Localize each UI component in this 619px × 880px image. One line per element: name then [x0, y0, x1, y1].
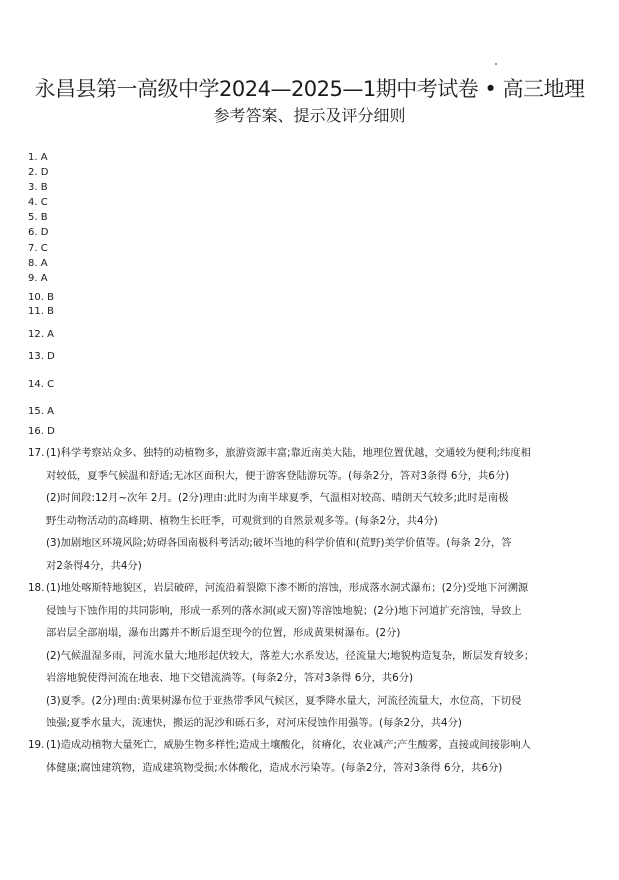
q17-part3-cont: 对2条得4分，共4分)	[46, 560, 142, 572]
q18-part1: 18. (1)地处喀斯特地貌区，岩层破碎，河流沿着裂隙下渗不断的溶蚀，形成落水洞式瀑布；(2分)受地下河溯源	[28, 577, 600, 600]
answer-item: 6. D	[28, 227, 49, 238]
q18-number: 18.	[28, 582, 45, 594]
q18-part2-cont: 岩溶地貌使得河流在地表、地下交错流淌等。(每条2分，答对3条得 6分，共6分)	[46, 672, 414, 684]
answer-item: 5. B	[28, 212, 48, 223]
answer-item: 11. B	[28, 306, 54, 317]
q17-part2: (2)时间段:12月~次年 2月。(2分)理由:此时为南半球夏季，气温相对较高、晴朗天气较多;此时是南极	[46, 492, 509, 504]
q17-number: 17.	[28, 447, 45, 459]
q18-part3-cont: 蚀强;夏季水量大，流速快，搬运的泥沙和砾石多，对河床侵蚀作用强等。(每条2分，共4分)	[46, 717, 462, 729]
q19-part1: 19. (1)造成动植物大量死亡，威胁生物多样性;造成土壤酸化，贫瘠化，农业减产;产生酸雾，直接或间接影响人	[28, 734, 600, 757]
q19-number: 19.	[28, 739, 45, 751]
answer-item: 14. C	[28, 379, 55, 390]
answer-item: 15. A	[28, 406, 54, 417]
q19-part1-cont: 体健康;腐蚀建筑物，造成建筑物受损;水体酸化，造成水污染等。(每条2分，答对3条得 6分，共6分)	[46, 762, 503, 774]
page-subtitle: 参考答案、提示及评分细则	[213, 106, 406, 125]
answer-item: 16. D	[28, 426, 55, 437]
page-title: 永昌县第一高级中学2024—2025—1期中考试卷 • 高三地理	[34, 77, 585, 101]
q17-part1-cont: 对较低，夏季气候温和舒适;无冰区面积大，便于游客登陆游玩等。(每条2分，答对3条得 6分，共6分)	[46, 470, 510, 482]
answer-item: 4. C	[28, 197, 48, 208]
q18-part1-cont: 侵蚀与下蚀作用的共同影响，形成一系列的落水洞(或天窗)等溶蚀地貌；(2分)地下河道扩充溶蚀，导致上	[46, 605, 522, 617]
q17-part1: 17. (1)科学考察站众多、独特的动植物多，旅游资源丰富;靠近南美大陆，地理位置优越，交通较为便利;纬度相	[28, 442, 600, 465]
q18-part3: (3)夏季。(2分)理由:黄果树瀑布位于亚热带季风气候区，夏季降水量大，河流径流量大，水位高，下切侵	[46, 695, 522, 707]
q18-part2: (2)气候温湿多雨，河流水量大;地形起伏较大，落差大;水系发达，径流量大;地貌构造复杂，断层发育较多；	[46, 650, 535, 662]
answer-item: 10. B	[28, 292, 54, 303]
answer-item: 13. D	[28, 351, 55, 362]
q18-part1-cont2: 部岩层全部崩塌，瀑布出露并不断后退至现今的位置，形成黄果树瀑布。(2分)	[46, 627, 401, 639]
q17-part3: (3)加剧地区环境风险;妨碍各国南极科考活动;破坏当地的科学价值和(荒野)美学价值等。(每条 2分，答	[46, 537, 512, 549]
answer-item: 3. B	[28, 182, 48, 193]
answer-item: 2. D	[28, 167, 49, 178]
answer-item: 9. A	[28, 273, 48, 284]
answer-item: 8. A	[28, 258, 48, 269]
answer-item: 1. A	[28, 152, 48, 163]
answer-item: 7. C	[28, 243, 48, 254]
scan-dot	[495, 63, 497, 65]
answer-item: 12. A	[28, 329, 54, 340]
q17-part2-cont: 野生动物活动的高峰期、植物生长旺季，可观赏到的自然景观多等。(每条2分，共4分)	[46, 515, 438, 527]
